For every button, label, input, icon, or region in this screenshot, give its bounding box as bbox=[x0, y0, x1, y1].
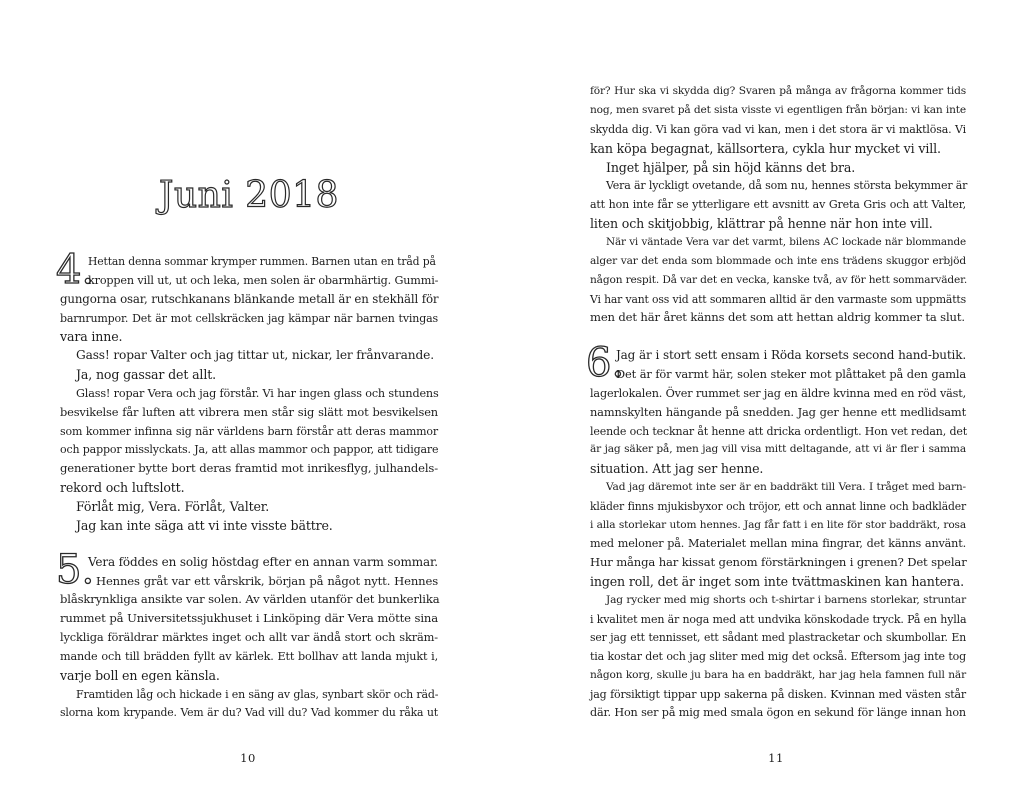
text-line: rekord och luftslott. bbox=[60, 480, 185, 495]
text-line: som kommer infinna sig när världens barn förstår att deras mammor bbox=[60, 425, 438, 438]
text-line: kan köpa begagnat, källsortera, cykla hur mycket vi vill. bbox=[590, 141, 941, 156]
text-line: generationer bytte bort deras framtid mot inrikesflyg, julhandels- bbox=[60, 461, 438, 475]
text-line: gungorna osar, rutschkanans blänkande metall är en stekhäll för bbox=[60, 292, 439, 306]
text-line: varje boll en egen känsla. bbox=[60, 668, 220, 683]
text-line: där. Hon ser på mig med smala ögon en sekund för länge innan hon bbox=[590, 706, 966, 719]
text-line: lyckliga föräldrar märktes inget och allt var ändå stort och skräm- bbox=[60, 630, 438, 644]
text-line: Det är för varmt här, solen steker mot plåttaket på den gamla bbox=[616, 367, 966, 381]
text-line: Jag är i stort sett ensam i Röda korsets second hand-butik. bbox=[616, 348, 966, 362]
right-page bbox=[512, 0, 1024, 797]
text-line: När vi väntade Vera var det varmt, bilens AC lockade när blommande bbox=[606, 236, 966, 248]
text-line: Jag rycker med mig shorts och t-shirtar i barnens storlekar, struntar bbox=[606, 594, 966, 606]
chapter-title: Juni 2018 bbox=[159, 175, 339, 216]
text-line: för? Hur ska vi skydda dig? Svaren på många av frågorna kommer tids bbox=[590, 85, 966, 97]
text-line: Ja, nog gassar det allt. bbox=[76, 367, 216, 382]
text-line: rummet på Universitetssjukhuset i Linköping där Vera mötte sina bbox=[60, 611, 438, 625]
text-line: blåskrynkliga ansikte var solen. Av världen utanför det bunkerlika bbox=[60, 592, 440, 606]
text-line: Glass! ropar Vera och jag förstår. Vi har ingen glass och stundens bbox=[76, 387, 439, 400]
text-line: Vera föddes en solig höstdag efter en annan varm sommar. bbox=[88, 555, 438, 569]
text-line: leende och tecknar åt henne att dricka ordentligt. Hon vet redan, det bbox=[590, 425, 967, 438]
text-line: lagerlokalen. Över rummet ser jag en äldre kvinna med en röd väst, bbox=[590, 387, 966, 400]
text-line: barnrumpor. Det är mot cellskräcken jag kämpar när barnen tvingas bbox=[60, 312, 438, 325]
text-line: Vad jag däremot inte ser är en baddräkt till Vera. I tråget med barn- bbox=[606, 481, 966, 493]
text-line: tia kostar det och jag sliter med mig det också. Eftersom jag inte tog bbox=[590, 650, 966, 663]
text-line: Jag kan inte säga att vi inte visste bättre. bbox=[76, 518, 333, 533]
text-line: situation. Att jag ser henne. bbox=[590, 461, 764, 476]
text-line: Hur många har kissat genom förstärkningen i grenen? Det spelar bbox=[590, 555, 967, 569]
text-line: är jag säker på, men jag vill visa mitt deltagande, att vi är fler i samma bbox=[590, 443, 966, 455]
text-line: skydda dig. Vi kan göra vad vi kan, men i det stora är vi maktlösa. Vi bbox=[590, 123, 966, 136]
text-line: ingen roll, det är inget som inte tvättmaskinen kan hantera. bbox=[590, 574, 964, 589]
section-number-6: 6. bbox=[586, 340, 625, 386]
text-line: kläder finns mjukisbyxor och tröjor, ett och annat linne och badkläder bbox=[590, 500, 966, 513]
text-line: med meloner på. Materialet mellan mina fingrar, det känns använt. bbox=[590, 537, 966, 550]
text-line: besvikelse får luften att vibrera men står sig slätt mot besvikelsen bbox=[60, 405, 438, 419]
text-line: men det här året känns det som att hettan aldrig kommer ta slut. bbox=[590, 310, 965, 324]
text-line: Vera är lyckligt ovetande, då som nu, hennes största bekymmer är bbox=[606, 179, 968, 192]
page-number: 11 bbox=[768, 751, 784, 765]
text-line: ser jag ett tennisset, ett sådant med plastracketar och skumbollar. En bbox=[590, 631, 966, 644]
text-line: Inget hjälper, på sin höjd känns det bra. bbox=[606, 160, 856, 175]
text-line: Hennes gråt var ett vårskrik, början på något nytt. Hennes bbox=[96, 574, 438, 588]
text-line: namnskylten hängande på snedden. Jag ger henne ett medlidsamt bbox=[590, 405, 966, 419]
text-line: att hon inte får se ytterligare ett avsnitt av Greta Gris och att Valter, bbox=[590, 198, 966, 211]
text-line: Gass! ropar Valter och jag tittar ut, nickar, ler frånvarande. bbox=[76, 348, 434, 362]
text-line: jag försiktigt tippar upp sakerna på disken. Kvinnan med västen står bbox=[590, 688, 966, 701]
section-number-5: 5. bbox=[56, 547, 95, 593]
text-line: och pappor misslyckats. Ja, att allas mammor och pappor, att tidigare bbox=[60, 443, 439, 456]
text-line: någon respit. Då var det en vecka, kanske två, av för hett sommarväder. bbox=[590, 274, 968, 286]
text-line: i kvalitet men är noga med att undvika könskodade tryck. På en hylla bbox=[590, 613, 967, 626]
text-line: liten och skitjobbig, klättrar på henne när hon inte vill. bbox=[590, 216, 933, 231]
text-line: slorna kom krypande. Vem är du? Vad vill du? Vad kommer du råka ut bbox=[60, 706, 438, 719]
text-line: Förlåt mig, Vera. Förlåt, Valter. bbox=[76, 499, 270, 514]
text-line: i alla storlekar utom hennes. Jag får fatt i en lite för stor baddräkt, rosa bbox=[590, 519, 966, 531]
text-line: kroppen vill ut, ut och leka, men solen är obarmhärtig. Gummi- bbox=[88, 274, 439, 287]
page-number: 10 bbox=[240, 751, 256, 765]
text-line: Vi har vant oss vid att sommaren alltid är den varmaste som uppmätts bbox=[590, 293, 966, 306]
text-line: nog, men svaret på det sista visste vi egentligen från början: vi kan inte bbox=[590, 104, 966, 116]
text-line: alger var det enda som blommade och inte ens trädens skuggor erbjöd bbox=[590, 255, 966, 267]
text-line: vara inne. bbox=[60, 329, 123, 344]
text-line: någon korg, skulle ju bara ha en baddräkt, har jag hela famnen full när bbox=[590, 669, 966, 681]
section-number-4: 4. bbox=[56, 247, 95, 293]
text-line: mande och till brädden fyllt av kärlek. Ett bollhav att landa mjukt i, bbox=[60, 650, 438, 663]
text-line: Framtiden låg och hickade i en säng av glas, synbart skör och räd- bbox=[76, 688, 439, 701]
text-line: Hettan denna sommar krymper rummen. Barnen utan en tråd på bbox=[88, 255, 436, 268]
